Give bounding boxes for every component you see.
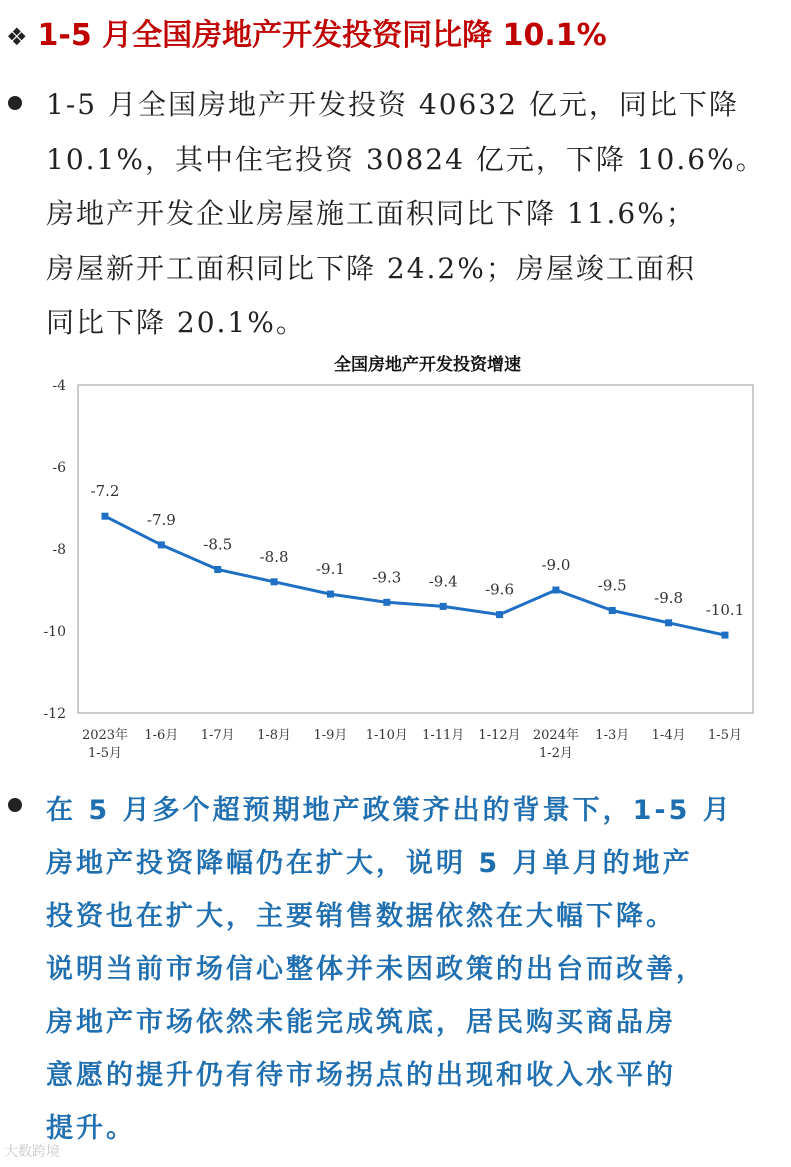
paragraph-line: 投资也在扩大，主要销售数据依然在大幅下降。 [46, 901, 676, 932]
data-point [496, 611, 503, 618]
paragraph-line: 同比下降 20.1%。 [46, 306, 306, 339]
data-point [552, 587, 559, 594]
paragraph-line: 说明当前市场信心整体并未因政策的出台而改善， [46, 954, 706, 985]
x-tick-label: 1-5月 [88, 746, 122, 761]
x-tick-label: 1-11月 [422, 728, 465, 743]
paragraph-summary [46, 78, 781, 351]
x-tick-label: 1-2月 [538, 746, 573, 761]
plot-frame [78, 385, 753, 713]
data-label: -8.5 [203, 535, 233, 554]
data-point [214, 566, 221, 573]
data-label: -7.2 [90, 482, 120, 501]
chart-title: 全国房地产开发投资增速 [334, 355, 521, 375]
title-text: 1-5 月全国房地产开发投资同比降 10.1% [37, 18, 607, 53]
data-point [102, 513, 109, 520]
diamond-bullet-icon: ❖ [6, 23, 28, 51]
chart-svg [0, 340, 791, 770]
paragraph-line: 意愿的提升仍有待市场拐点的出现和收入水平的 [46, 1060, 676, 1091]
bullet-dot-icon [8, 798, 22, 812]
x-tick-label: 2024年 [532, 728, 579, 743]
data-label: -9.1 [315, 560, 345, 579]
paragraph-line: 房屋新开工面积同比下降 24.2%；房屋竣工面积 [46, 251, 696, 285]
data-label: -9.6 [485, 580, 515, 599]
data-label: -9.0 [541, 556, 571, 574]
data-point [271, 578, 278, 585]
data-label: -7.9 [146, 510, 176, 529]
x-tick-label: 1-6月 [144, 728, 179, 743]
data-label: -9.3 [372, 568, 402, 587]
data-point [722, 632, 729, 639]
data-point [440, 603, 447, 610]
paragraph-line: 10.1%，其中住宅投资 30824 亿元，下降 10.6%。 [46, 142, 766, 176]
data-point [665, 619, 672, 626]
y-tick-label: -12 [43, 706, 66, 722]
data-point [158, 541, 165, 548]
paragraph-line: 提升。 [46, 1113, 136, 1144]
paragraph-line: 在 5 月多个超预期地产政策齐出的背景下，1-5 月 [46, 795, 733, 826]
x-tick-label: 1-3月 [595, 728, 630, 743]
watermark: 大数跨境 [4, 1144, 60, 1160]
y-tick-label: -6 [52, 460, 66, 476]
x-tick-label: 1-9月 [313, 728, 348, 743]
x-tick-label: 1-10月 [365, 728, 408, 743]
data-label: -9.5 [597, 576, 627, 595]
paragraph-analysis [46, 784, 781, 1155]
paragraph-line: 房地产投资降幅仍在扩大，说明 5 月单月的地产 [46, 848, 693, 879]
data-label: -9.4 [428, 572, 458, 591]
series-line [105, 516, 725, 635]
x-tick-label: 1-4月 [651, 728, 686, 743]
x-tick-label: 1-7月 [200, 728, 235, 743]
data-label: -9.8 [654, 588, 684, 607]
x-tick-label: 1-8月 [257, 728, 292, 743]
data-point [609, 607, 616, 614]
data-label: -10.1 [705, 601, 745, 620]
paragraph-line: 1-5 月全国房地产开发投资 40632 亿元，同比下降 [46, 88, 739, 121]
x-tick-label: 1-12月 [478, 728, 521, 743]
x-tick-label: 1-5月 [708, 728, 742, 743]
y-tick-label: -10 [43, 624, 66, 640]
investment-growth-chart [0, 340, 791, 770]
paragraph-line: 房地产开发企业房屋施工面积同比下降 11.6%； [46, 197, 696, 230]
bullet-dot-icon [8, 96, 22, 110]
page-title [6, 14, 786, 59]
data-label: -8.8 [259, 547, 289, 566]
data-point [327, 591, 334, 598]
x-tick-label: 2023年 [81, 728, 129, 743]
y-tick-label: -4 [52, 378, 66, 394]
paragraph-line: 房地产市场依然未能完成筑底，居民购买商品房 [46, 1007, 676, 1038]
y-tick-label: -8 [52, 542, 66, 558]
data-point [383, 599, 390, 606]
